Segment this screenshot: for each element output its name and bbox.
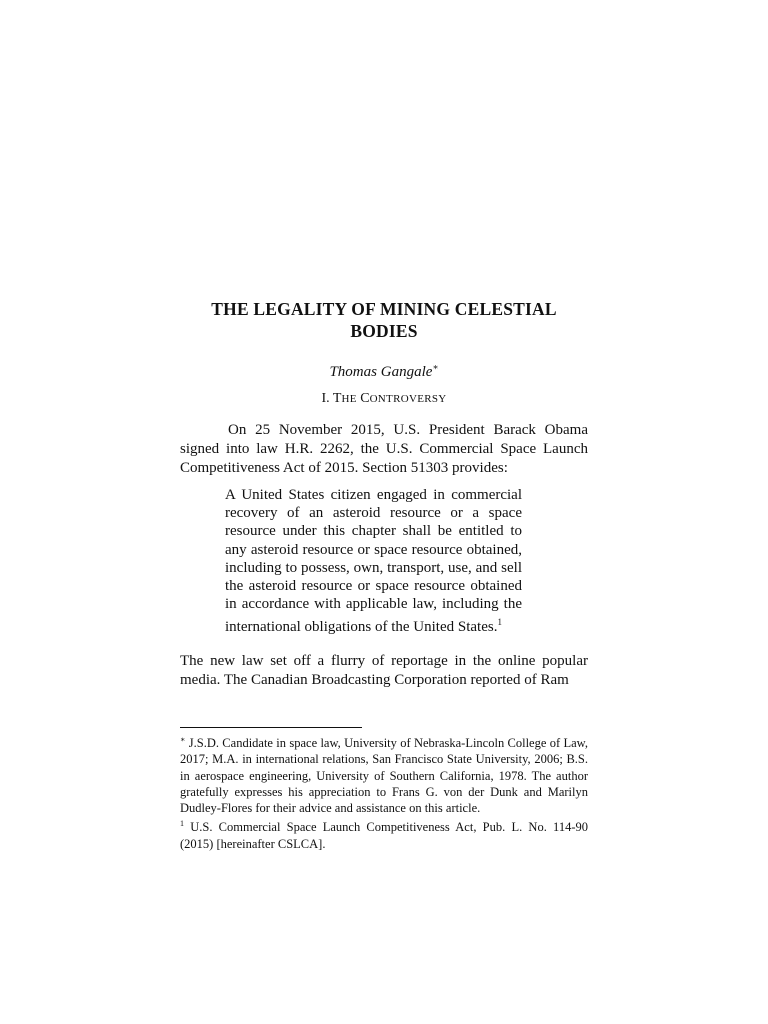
body-paragraph-2: The new law set off a flurry of reportage in the online popular media. The Canadian Broadcasting Corporation reported of Ram: [180, 653, 588, 689]
footnote-author: [180, 732, 588, 816]
footnote-author-text: J.S.D. Candidate in space law, University of Nebraska-Lincoln College of Law, 2017; M.A. in international relations, San Francisco State University, 2006; B.S. in aerospace engineering, University of Southern California, 1978. The author gratefully expresses his appreciation to Frans G. von der Dunk and Marilyn Dudley-Flores for their advice and assistance on this article.: [180, 736, 588, 815]
footnote-1-text: U.S. Commercial Space Launch Competitiveness Act, Pub. L. No. 114-90 (2015) [hereinafter CSLCA].: [180, 820, 588, 851]
author-name: Thomas Gangale: [329, 364, 433, 380]
footnote-1-mark: 1: [180, 819, 184, 829]
footnote-1: [180, 816, 588, 852]
footnote-separator: [180, 727, 362, 728]
section-word-2-rest: ONTROVERSY: [369, 393, 447, 405]
author-footnote-mark: ∗: [432, 362, 439, 372]
footnotes: [180, 732, 588, 852]
body-paragraph-1: On 25 November 2015, U.S. President Barack Obama signed into law H.R. 2262, the U.S. Commercial Space Launch Competitiveness Act of 2015. Section 51303 provides:: [180, 422, 588, 477]
block-quote-text: A United States citizen engaged in commercial recovery of an asteroid resource or a space resource under this chapter shall be entitled to any asteroid resource or space resource obtained, including to possess, own, transport, use, and sell the asteroid resource or space resource obtained in accordance with applicable law, including the international obligations of the United States.: [225, 487, 522, 636]
section-word-2-initial: C: [360, 391, 370, 406]
section-heading: [180, 391, 588, 407]
section-numeral: I.: [321, 391, 330, 406]
document-page: [180, 0, 588, 1024]
section-word-1-initial: T: [332, 391, 342, 406]
article-title-line-2: BODIES: [350, 321, 418, 341]
block-quote: [225, 486, 522, 637]
article-title-line-1: THE LEGALITY OF MINING CELESTIAL: [211, 299, 557, 319]
block-quote-footnote-mark: 1: [497, 617, 502, 628]
section-word-1-rest: HE: [341, 393, 357, 405]
article-title: [180, 298, 588, 342]
author-line: [180, 362, 588, 381]
footnote-author-mark: ∗: [180, 735, 186, 744]
